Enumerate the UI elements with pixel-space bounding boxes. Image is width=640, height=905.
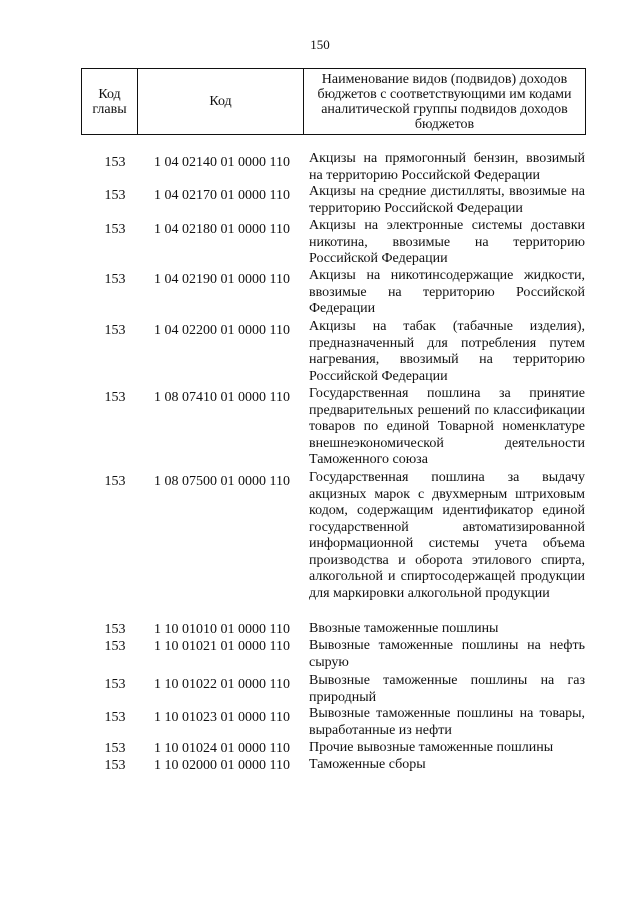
code-glavy-cell: 153 <box>104 758 126 773</box>
code-cell: 1 10 02000 01 0000 110 <box>154 758 290 773</box>
name-cell: Акцизы на прямогонный бензин, ввозимый на территорию Российской Федерации <box>309 151 585 183</box>
table-row <box>81 268 586 319</box>
table-body <box>81 151 586 774</box>
code-cell: 1 10 01024 01 0000 110 <box>154 741 290 756</box>
code-glavy-cell: 153 <box>104 323 126 338</box>
name-cell: Вывозные таможенные пошлины на газ природный <box>309 673 585 705</box>
table-row <box>81 638 586 673</box>
code-glavy-cell: 153 <box>104 272 126 287</box>
name-cell: Государственная пошлина за выдачу акцизных марок с двухмерным штриховым кодом, содержащим идентификатор единой государственной автоматизированной информационной системы учета объема производства и оборота этилового спирта, алкогольной и спиртосодержащей продукции для маркировки алкогольной продукции <box>309 470 585 601</box>
code-cell: 1 10 01021 01 0000 110 <box>154 639 290 654</box>
code-cell: 1 04 02170 01 0000 110 <box>154 188 290 203</box>
code-glavy-cell: 153 <box>104 155 126 170</box>
table-row <box>81 184 586 218</box>
name-cell: Вывозные таможенные пошлины на товары, выработанные из нефти <box>309 706 585 738</box>
header-code-glavy: Код главы <box>82 69 138 134</box>
header-code: Код <box>138 69 304 134</box>
name-cell: Государственная пошлина за принятие предварительных решений по классификации товаров по единой Товарной номенклатуре внешнеэкономической деятельности Таможенного союза <box>309 386 585 467</box>
name-cell: Таможенные сборы <box>309 757 426 772</box>
code-glavy-cell: 153 <box>104 639 126 654</box>
name-cell: Акцизы на никотинсодержащие жидкости, ввозимые на территорию Российской Федерации <box>309 268 585 316</box>
code-glavy-cell: 153 <box>104 677 126 692</box>
table-row <box>81 386 586 470</box>
table-row <box>81 470 586 621</box>
name-cell: Вывозные таможенные пошлины на нефть сырую <box>309 638 585 670</box>
code-glavy-cell: 153 <box>104 741 126 756</box>
code-glavy-cell: 153 <box>104 622 126 637</box>
table-row <box>81 218 586 268</box>
header-name: Наименование видов (подвидов) доходов бюджетов с соответствующими им кодами аналитической группы подвидов доходов бюджетов <box>317 71 572 132</box>
code-cell: 1 08 07410 01 0000 110 <box>154 390 290 405</box>
table-row <box>81 757 586 774</box>
page-number: 150 <box>310 37 330 52</box>
name-cell: Прочие вывозные таможенные пошлины <box>309 740 554 755</box>
table-row <box>81 673 586 706</box>
code-glavy-cell: 153 <box>104 710 126 725</box>
code-glavy-cell: 153 <box>104 390 126 405</box>
name-cell: Акцизы на средние дистилляты, ввозимые на территорию Российской Федерации <box>309 184 585 216</box>
code-glavy-cell: 153 <box>104 474 126 489</box>
code-cell: 1 08 07500 01 0000 110 <box>154 474 290 489</box>
code-glavy-cell: 153 <box>104 188 126 203</box>
table-header <box>81 68 586 135</box>
code-cell: 1 10 01022 01 0000 110 <box>154 677 290 692</box>
name-cell: Ввозные таможенные пошлины <box>309 621 499 636</box>
table-row <box>81 151 586 184</box>
code-cell: 1 04 02190 01 0000 110 <box>154 272 290 287</box>
code-cell: 1 04 02200 01 0000 110 <box>154 323 290 338</box>
table-row <box>81 740 586 757</box>
table-row <box>81 621 586 638</box>
table-row <box>81 706 586 740</box>
code-cell: 1 04 02180 01 0000 110 <box>154 222 290 237</box>
code-cell: 1 10 01023 01 0000 110 <box>154 710 290 725</box>
code-glavy-cell: 153 <box>104 222 126 237</box>
table-row <box>81 319 586 386</box>
code-cell: 1 10 01010 01 0000 110 <box>154 622 290 637</box>
name-cell: Акцизы на электронные системы доставки никотина, ввозимые на территорию Российской Федерации <box>309 218 585 266</box>
code-cell: 1 04 02140 01 0000 110 <box>154 155 290 170</box>
name-cell: Акцизы на табак (табачные изделия), предназначенный для потребления путем нагревания, ввозимый на территорию Российской Федерации <box>309 319 585 384</box>
